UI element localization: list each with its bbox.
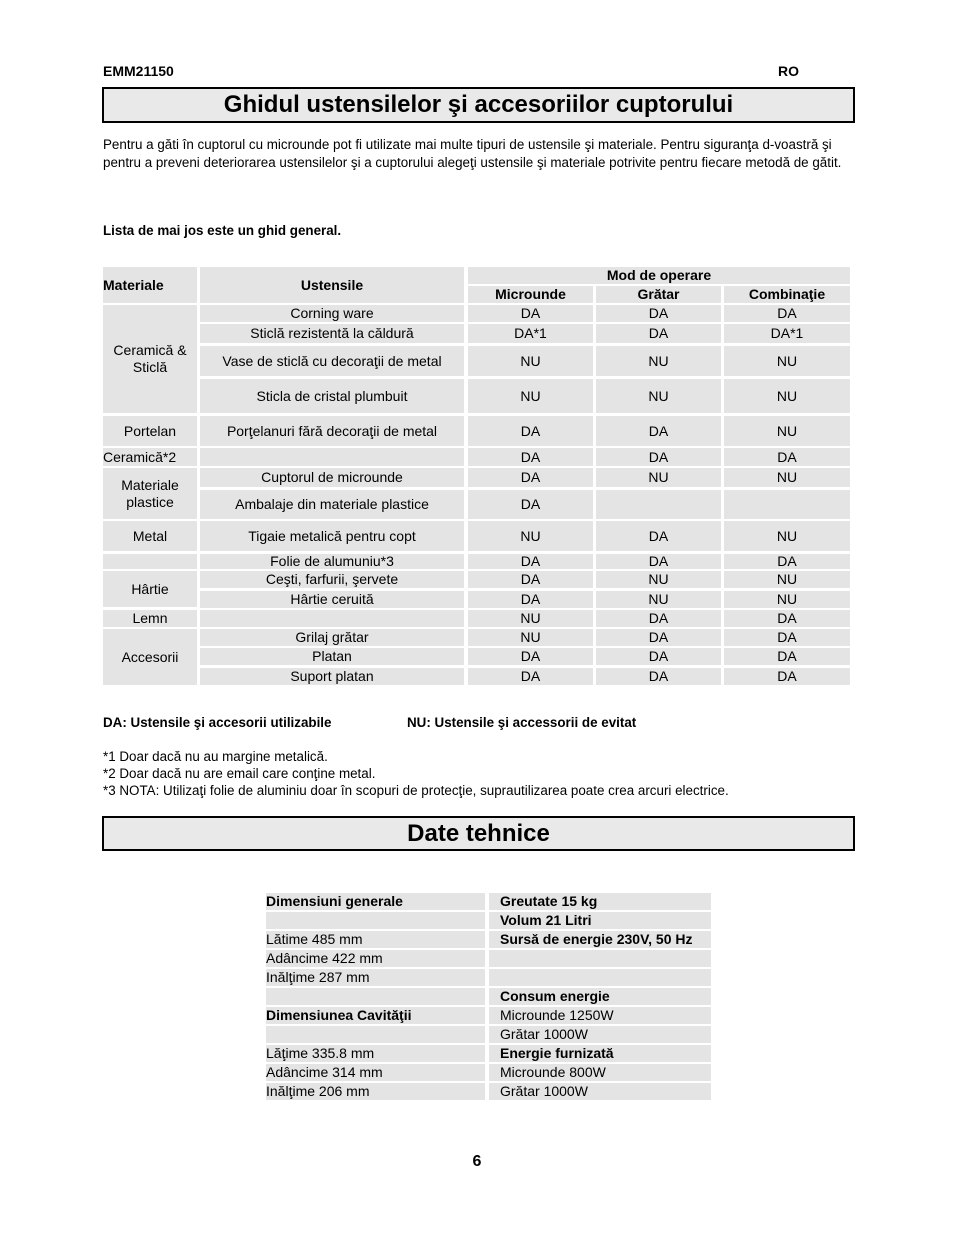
tech-left-cell: Dimensiuni generale [266,893,485,910]
table-cell-microunde: DA [468,648,593,665]
material-ceramica-sticla [103,305,197,413]
guide-note: Lista de mai jos este un ghid general. [103,223,342,238]
table-row-utensil: Grilaj grătar [200,629,464,646]
tech-right-cell: Microunde 800W [489,1064,711,1081]
table-cell-combinatie: DA [724,305,850,322]
tech-left-cell: Adâncime 314 mm [266,1064,485,1081]
table-cell-microunde: NU [468,379,593,413]
table-cell-microunde: DA [468,305,593,322]
footnote-2: *2 Doar dacă nu are email care conţine metal. [103,766,376,781]
table-cell-combinatie: DA [724,668,850,685]
table-row-utensil: Porţelanuri fără decoraţii de metal [200,416,464,446]
footnote-1: *1 Doar dacă nu au margine metalică. [103,749,328,764]
table-cell-gratar: NU [596,571,721,588]
table-row-utensil: Sticla de cristal plumbuit [200,379,464,413]
table-cell-microunde: DA [468,571,593,588]
material-label: Ceramică & Sticlă [113,342,187,375]
tech-right-cell [489,969,711,986]
table-row-utensil: Hârtie ceruită [200,591,464,608]
material-ceramica2: Ceramică*2 [103,448,197,466]
material-lemn: Lemn [103,610,197,627]
header-materiale: Materiale [103,267,197,303]
section-title-utensils: Ghidul ustensilelor şi accesoriilor cuptorului [102,87,855,123]
table-cell-gratar: NU [596,379,721,413]
table-row-utensil: Ceşti, farfurii, şervete [200,571,464,588]
table-row-utensil [200,448,464,466]
table-cell-gratar: DA [596,324,721,343]
material-plastice [103,468,197,519]
table-cell-gratar: NU [596,468,721,487]
footnote-3: *3 NOTA: Utilizaţi folie de aluminiu doar în scopuri de protecţie, suprautilizarea poate crea arcuri electrice. [103,783,729,798]
tech-right-cell: Consum energie [489,988,711,1005]
table-row-utensil [200,610,464,627]
table-cell-gratar: DA [596,648,721,665]
table-row-utensil: Platan [200,648,464,665]
tech-left-cell: Dimensiunea Cavităţii [266,1007,485,1024]
header-gratar: Grătar [596,286,721,303]
tech-right-cell: Volum 21 Litri [489,912,711,929]
material-hartie: Hârtie [103,571,197,607]
table-cell-combinatie: NU [724,346,850,376]
material-spacer [103,554,197,569]
header-ustensile: Ustensile [200,267,464,303]
tech-left-cell: Adâncime 422 mm [266,950,485,967]
table-row-utensil: Cuptorul de microunde [200,468,464,487]
table-cell-combinatie: DA*1 [724,324,850,343]
legend-nu: NU: Ustensile şi accessorii de evitat [407,715,637,730]
table-cell-gratar: DA [596,448,721,466]
table-cell-gratar: DA [596,305,721,322]
table-cell-gratar: NU [596,346,721,376]
table-cell-microunde: DA [468,591,593,608]
table-cell-microunde: NU [468,610,593,627]
material-metal: Metal [103,521,197,551]
table-cell-combinatie: NU [724,521,850,551]
table-row-utensil: Tigaie metalică pentru copt [200,521,464,551]
material-accesorii: Accesorii [103,629,197,685]
table-cell-combinatie: NU [724,468,850,487]
table-row-utensil: Ambalaje din materiale plastice [200,490,464,519]
tech-left-cell [266,988,485,1005]
tech-left-cell [266,1026,485,1043]
table-cell-combinatie: DA [724,554,850,569]
table-cell-microunde: DA*1 [468,324,593,343]
table-cell-gratar: DA [596,521,721,551]
header-microunde: Microunde [468,286,593,303]
tech-left-cell: Lătime 485 mm [266,931,485,948]
tech-left-cell [266,912,485,929]
header-mod-operare: Mod de operare [468,267,850,284]
tech-left-cell: Inălţime 287 mm [266,969,485,986]
language-code: RO [778,63,799,79]
table-cell-microunde: NU [468,346,593,376]
table-cell-combinatie: NU [724,571,850,588]
table-cell-microunde: DA [468,668,593,685]
table-cell-gratar: DA [596,610,721,627]
table-cell-combinatie: DA [724,648,850,665]
tech-right-cell: Grătar 1000W [489,1083,711,1100]
table-row-utensil: Folie de alumuniu*3 [200,554,464,569]
page-number: 6 [472,1153,482,1170]
table-row-utensil: Corning ware [200,305,464,322]
table-cell-microunde: DA [468,468,593,487]
table-cell-gratar: DA [596,629,721,646]
table-cell-combinatie: NU [724,379,850,413]
table-cell-gratar: NU [596,591,721,608]
tech-right-cell: Microunde 1250W [489,1007,711,1024]
material-portelan: Portelan [103,416,197,446]
intro-paragraph: Pentru a găti în cuptorul cu microunde pot fi utilizate mai multe tipuri de ustensile şi materiale. Pentru siguranţa d-voastră şi pentru a preveni deteriorarea ustensilelor şi a cuptorului alegeţi ustensile şi materiale potrivite pentru fiecare metodă de gătit. [103,137,842,170]
material-label: Materiale plastice [121,476,179,510]
table-row-utensil: Sticlă rezistentă la căldură [200,324,464,343]
table-cell-gratar: DA [596,416,721,446]
table-cell-combinatie [724,490,850,519]
tech-left-cell: Inălţime 206 mm [266,1083,485,1100]
tech-right-cell: Greutate 15 kg [489,893,711,910]
section-title-tech: Date tehnice [102,816,855,851]
table-cell-gratar: DA [596,668,721,685]
table-cell-microunde: DA [468,448,593,466]
table-cell-combinatie: NU [724,416,850,446]
table-cell-gratar [596,490,721,519]
tech-right-cell: Energie furnizată [489,1045,711,1062]
tech-right-cell [489,950,711,967]
table-cell-microunde: DA [468,490,593,519]
table-cell-gratar: DA [596,554,721,569]
table-cell-microunde: NU [468,629,593,646]
tech-left-cell: Lăţime 335.8 mm [266,1045,485,1062]
table-cell-combinatie: NU [724,591,850,608]
model-number: EMM21150 [103,63,174,79]
table-cell-microunde: NU [468,521,593,551]
table-cell-microunde: DA [468,416,593,446]
header-combinatie: Combinaţie [724,286,850,303]
legend-da: DA: Ustensile şi accesorii utilizabile [103,715,332,730]
tech-right-cell: Grătar 1000W [489,1026,711,1043]
tech-right-cell: Sursă de energie 230V, 50 Hz [489,931,711,948]
table-cell-combinatie: DA [724,448,850,466]
table-cell-combinatie: DA [724,610,850,627]
table-cell-microunde: DA [468,554,593,569]
table-row-utensil: Vase de sticlă cu decoraţii de metal [200,346,464,376]
table-cell-combinatie: DA [724,629,850,646]
table-row-utensil: Suport platan [200,668,464,685]
